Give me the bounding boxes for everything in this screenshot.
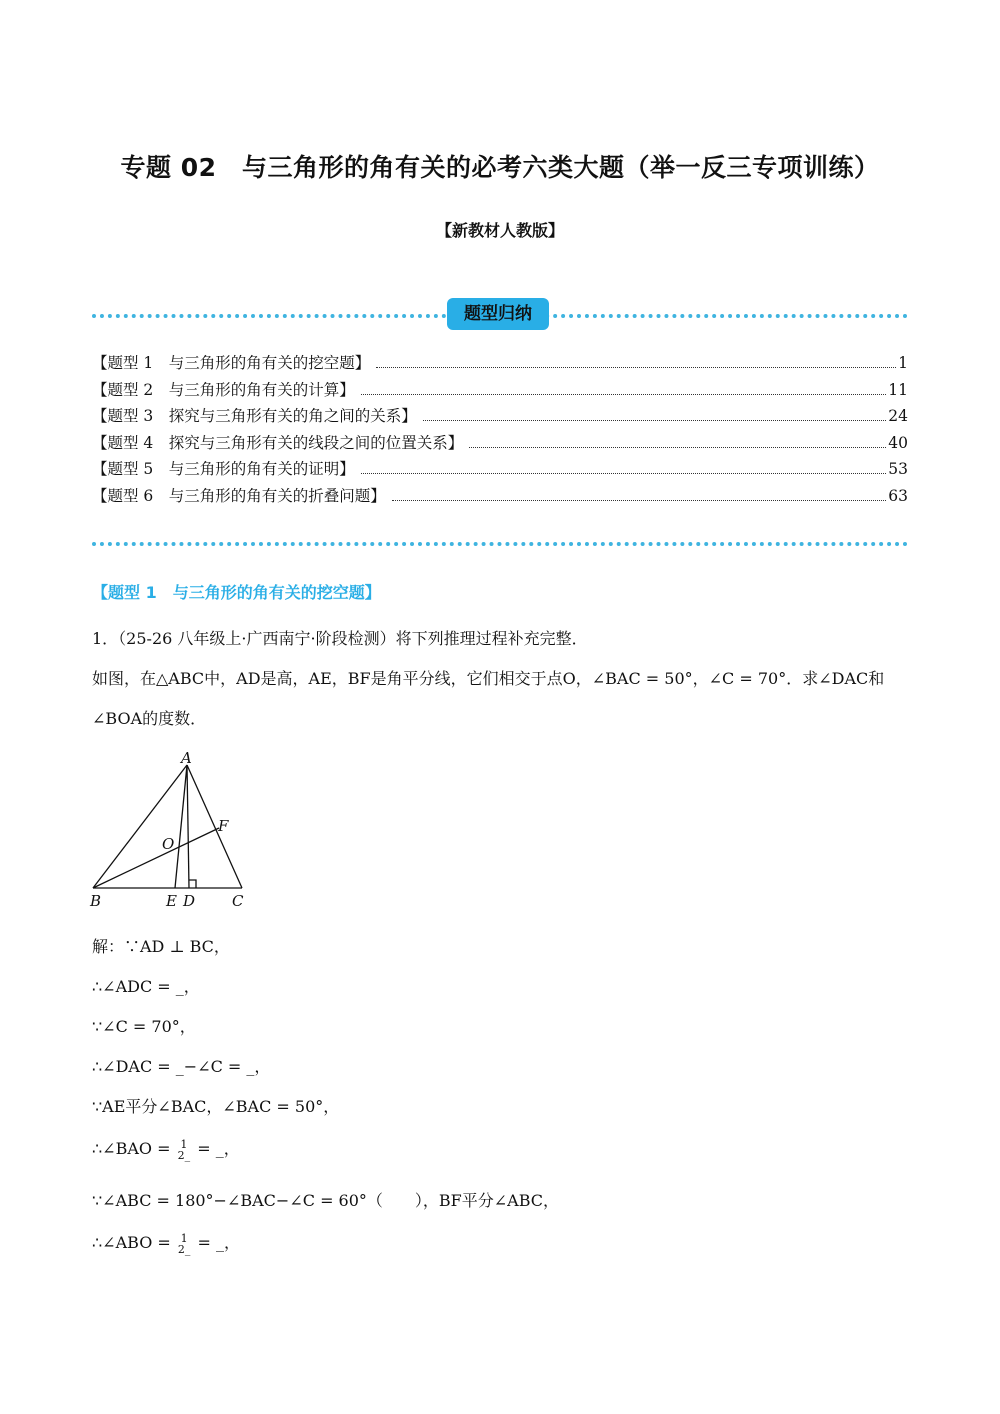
question-line-2: 如图，在△ABC中，AD是高，AE，BF是角平分线，它们相交于点O，∠BAC = 50°，∠C = 70°．求∠DAC和 xyxy=(92,669,885,688)
side-ab xyxy=(93,765,187,888)
label-e: E xyxy=(166,892,177,910)
toc-label: 【题型 4 探究与三角形有关的线段之间的位置关系】 xyxy=(92,433,464,452)
toc-leader xyxy=(361,393,886,395)
fraction xyxy=(178,1139,191,1161)
solution-line-1: 解：∵AD ⊥ BC， xyxy=(92,937,230,956)
bisector-ae xyxy=(175,765,187,888)
toc-label: 【题型 3 探究与三角形有关的角之间的关系】 xyxy=(92,407,417,426)
question-line-1: 1．（25-26 八年级上·广西南宁·阶段检测）将下列推理过程补充完整． xyxy=(92,629,588,648)
toc-leader xyxy=(423,419,886,421)
divider-bottom xyxy=(92,542,908,546)
toc-label: 【题型 5 与三角形的角有关的证明】 xyxy=(92,460,355,479)
toc-item[interactable] xyxy=(92,457,908,484)
solution-line-4: ∴∠DAC = _−∠C = _， xyxy=(92,1057,271,1076)
solution-8-prefix: ∴∠ABO = xyxy=(92,1233,171,1252)
fraction-numerator: 1 xyxy=(180,1231,188,1245)
toc-leader xyxy=(376,366,896,368)
solution-line-8 xyxy=(92,1230,240,1255)
side-ac xyxy=(187,765,242,888)
toc-item[interactable] xyxy=(92,351,908,378)
label-b: B xyxy=(90,892,102,910)
table-of-contents xyxy=(92,351,908,511)
solution-line-7: ∵∠ABC = 180°−∠BAC−∠C = 60°（ ），BF平分∠ABC， xyxy=(92,1191,560,1210)
fraction xyxy=(178,1233,191,1255)
question-line-3: ∠BOA的度数． xyxy=(92,709,207,728)
label-c: C xyxy=(232,892,244,910)
fraction-denominator: 2_ xyxy=(177,1148,191,1162)
solution-6-suffix: = _， xyxy=(197,1139,240,1158)
document-subtitle: 【新教材人教版】 xyxy=(435,221,564,240)
toc-page: 11 xyxy=(888,380,908,399)
toc-leader xyxy=(392,499,886,501)
toc-item[interactable] xyxy=(92,484,908,511)
bisector-bf xyxy=(93,828,219,888)
toc-item[interactable] xyxy=(92,378,908,405)
solution-8-suffix: = _， xyxy=(197,1233,240,1252)
solution-line-2: ∴∠ADC = _， xyxy=(92,977,200,996)
label-d: D xyxy=(183,892,196,910)
label-a: A xyxy=(181,749,192,767)
fraction-denominator: 2_ xyxy=(177,1242,191,1256)
toc-page: 24 xyxy=(888,407,908,426)
label-f: F xyxy=(218,817,229,835)
toc-label: 【题型 1 与三角形的角有关的挖空题】 xyxy=(92,354,371,372)
toc-page: 63 xyxy=(888,486,908,505)
altitude-ad xyxy=(187,765,189,888)
label-o: O xyxy=(162,835,175,853)
toc-label: 【题型 6 与三角形的角有关的折叠问题】 xyxy=(92,486,386,505)
document-title: 专题 02 与三角形的角有关的必考六类大题（举一反三专项训练） xyxy=(120,153,880,182)
right-angle-mark xyxy=(189,880,196,888)
toc-leader xyxy=(361,472,886,474)
toc-page: 40 xyxy=(888,433,908,452)
toc-item[interactable] xyxy=(92,431,908,458)
fraction-numerator: 1 xyxy=(180,1137,188,1151)
solution-line-6 xyxy=(92,1136,240,1161)
solution-line-3: ∵∠C = 70°， xyxy=(92,1017,196,1036)
toc-leader xyxy=(469,446,886,448)
toc-page: 53 xyxy=(888,460,908,479)
solution-6-prefix: ∴∠BAO = xyxy=(92,1139,171,1158)
solution-line-5: ∵AE平分∠BAC，∠BAC = 50°， xyxy=(92,1097,340,1116)
toc-item[interactable] xyxy=(92,404,908,431)
triangle-figure xyxy=(82,745,262,915)
toc-page: 1 xyxy=(898,354,908,372)
toc-label: 【题型 2 与三角形的角有关的计算】 xyxy=(92,380,355,399)
section-heading: 【题型 1 与三角形的角有关的挖空题】 xyxy=(92,583,381,602)
toc-badge: 题型归纳 xyxy=(447,298,549,330)
